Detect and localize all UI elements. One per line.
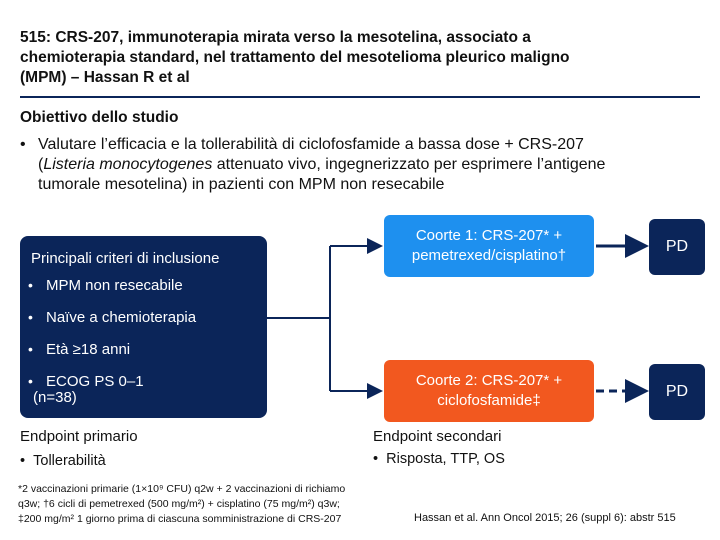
bullet-icon: • (28, 373, 33, 389)
title-line: (MPM) – Hassan R et al (20, 69, 190, 86)
cohort-1-line-2: pemetrexed/cisplatino† (411, 247, 567, 264)
cohort-1-line-1: Coorte 1: CRS-207* + (415, 227, 563, 244)
objective-line-1: Valutare l’efficacia e la tollerabilità di ciclofosfamide a bassa dose + CRS-207 (38, 136, 584, 153)
citation: Hassan et al. Ann Oncol 2015; 26 (suppl 6): abstr 515 (414, 512, 676, 524)
objective-bullet: • (20, 136, 26, 153)
cohort-2-line-1: Coorte 2: CRS-207* + (415, 372, 563, 389)
primary-endpoint-item (20, 453, 106, 469)
bullet-icon: • (373, 451, 379, 467)
objective-line-2-rest: attenuato vivo, ingegnerizzato per esprimere l’antigene (212, 156, 606, 173)
cohort-1-box (384, 215, 594, 277)
cohort-1-outcome: PD (649, 219, 705, 275)
objective-organism: Listeria monocytogenes (43, 156, 213, 173)
bullet-icon: • (20, 453, 26, 469)
secondary-endpoint-heading: Endpoint secondari (373, 428, 502, 445)
cohort-2-outcome: PD (649, 364, 705, 420)
objective-heading: Obiettivo dello studio (20, 109, 179, 126)
bullet-icon: • (28, 277, 33, 293)
objective-line-2: (Listeria monocytogenes attenuato vivo, ingegnerizzato per esprimere l’antigene (38, 156, 606, 173)
bullet-icon: • (28, 341, 33, 357)
primary-endpoint-heading: Endpoint primario (20, 428, 138, 445)
secondary-endpoint-item (373, 451, 505, 467)
primary-endpoint-text: Tollerabilità (33, 453, 106, 469)
criterion-text: Età ≥18 anni (46, 341, 131, 358)
cohort-2-box (384, 360, 594, 422)
criterion-text: ECOG PS 0–1 (46, 373, 144, 390)
sample-size: (n=38) (33, 389, 77, 406)
bullet-icon: • (28, 309, 33, 325)
inclusion-criteria-heading: Principali criteri di inclusione (31, 250, 220, 267)
cohort-2-line-2: ciclofosfamide‡ (437, 392, 541, 409)
footnote-line: ‡200 mg/m² 1 giorno prima di ciascuna somministrazione di CRS-207 (18, 513, 342, 525)
objective-line-3: tumorale mesotelina) in pazienti con MPM non resecabile (38, 176, 445, 193)
title-line: 515: CRS-207, immunoterapia mirata verso la mesotelina, associato a (20, 29, 531, 46)
criterion-text: Naïve a chemioterapia (46, 309, 197, 326)
footnote-line: *2 vaccinazioni primarie (1×10⁹ CFU) q2w + 2 vaccinazioni di richiamo (18, 483, 346, 495)
secondary-endpoint-text: Risposta, TTP, OS (386, 451, 505, 467)
title-line: chemioterapia standard, nel trattamento del mesotelioma pleurico maligno (20, 49, 570, 66)
footnotes (18, 482, 418, 527)
footnote-line: q3w; †6 cicli di pemetrexed (500 mg/m²) + cisplatino (75 mg/m²) q3w; (18, 498, 340, 510)
criterion-text: MPM non resecabile (46, 277, 183, 294)
